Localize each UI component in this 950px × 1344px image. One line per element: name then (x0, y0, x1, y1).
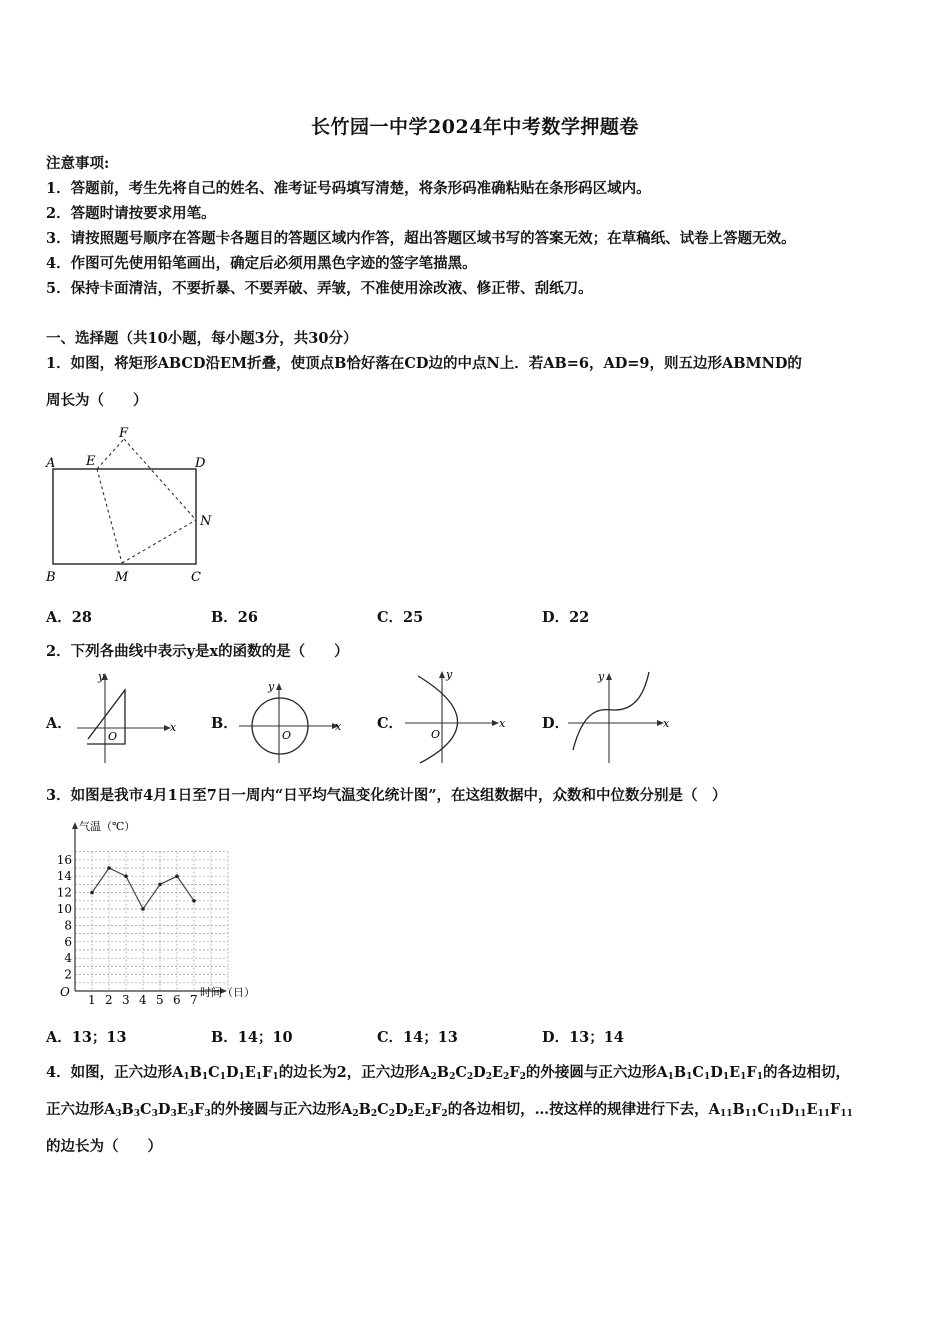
q1-text-line1: 1．如图，将矩形ABCD沿EM折叠，使顶点B恰好落在CD边的中点N上．若AB=6，AD=9，则五边形ABMND的 (46, 355, 802, 372)
q2-option-a-letter: A． (46, 715, 72, 732)
data-point (192, 899, 196, 903)
notice-item-5: 5．保持卡面清洁，不要折暴、不要弄破、弄皱，不准使用涂改液、修正带、刮纸刀。 (46, 280, 593, 297)
x-axis-label: 时间（日） (200, 986, 255, 999)
svg-text:O: O (282, 729, 292, 742)
q2-graph-d (565, 668, 675, 766)
origin-label: O (60, 985, 70, 999)
svg-text:x: x (335, 720, 342, 733)
notice-item-1: 1．答题前，考生先将自己的姓名、准考证号码填写清楚，将条形码准确粘贴在条形码区域内。 (46, 180, 651, 197)
label-c: C (191, 570, 201, 585)
q2-option-d-letter: D． (542, 715, 570, 732)
q3-option-c: C．14；13 (377, 1029, 458, 1046)
y-tick-label: 4 (64, 951, 72, 966)
svg-text:y: y (446, 668, 453, 681)
svg-text:y: y (268, 680, 275, 693)
q2-graph-b (237, 668, 347, 766)
q3-option-d: D．13；14 (542, 1029, 624, 1046)
y-axis-arrow (72, 822, 78, 829)
label-d: D (195, 456, 206, 471)
q1-option-b: B．26 (211, 609, 258, 626)
chart-grid (75, 852, 228, 991)
notice-item-2: 2．答题时请按要求用笔。 (46, 205, 216, 222)
q2-option-c-letter: C． (377, 715, 404, 732)
q4-text-line3: 的边长为（ ） (46, 1138, 162, 1155)
x-tick-label: 6 (173, 993, 181, 1005)
q3-option-a: A．13；13 (46, 1029, 127, 1046)
curve-c-parabola (418, 676, 458, 763)
q1-option-c: C．25 (377, 609, 424, 626)
rectangle-abcd (53, 469, 196, 564)
q3-option-b: B．14；10 (211, 1029, 293, 1046)
notice-item-3: 3．请按照题号顺序在答题卡各题目的答题区域内作答，超出答题区域书写的答案无效；在草稿纸、试卷上答题无效。 (46, 230, 796, 247)
fold-line-em (97, 469, 122, 563)
svg-text:O: O (108, 730, 118, 743)
label-b: B (46, 570, 56, 585)
page-title: 长竹园一中学2024年中考数学押题卷 (311, 116, 639, 138)
y-tick-label: 12 (56, 885, 72, 900)
q1-text-line2: 周长为（ ） (46, 392, 148, 409)
svg-text:y: y (598, 670, 605, 683)
fold-line-ef (97, 439, 124, 469)
label-a: A (46, 456, 56, 471)
x-tick-label: 2 (105, 993, 113, 1005)
temperature-line-chart (50, 815, 270, 1005)
y-tick-label: 2 (64, 967, 72, 982)
notice-heading: 注意事项: (46, 155, 110, 172)
q2-option-b-letter: B． (211, 715, 238, 732)
data-point (107, 866, 111, 870)
q4-text-line2: 正六边形$A_3B_3C_3D_3E_3F_3$的外接圆与正六边形$A_2B_2C_2D_2E_2F_2$的各边相切，…按这样的规律进行下去，$A_{11}B_{11}C_{11}D_{11}E_{11}F_{11}$ (46, 1101, 853, 1119)
y-tick-label: 14 (56, 869, 72, 884)
svg-text:x: x (663, 717, 670, 730)
section-heading: 一、选择题（共10小题，每小题3分，共30分） (46, 330, 358, 347)
q3-text: 3．如图是我市4月1日至7日一周内“日平均气温变化统计图”，在这组数据中，众数和中位数分别是（ ） (46, 787, 727, 804)
x-tick-label: 7 (190, 993, 198, 1005)
svg-text:y: y (98, 670, 105, 683)
label-n: N (200, 514, 212, 529)
x-tick-label: 5 (156, 993, 164, 1005)
q1-rectangle-figure (40, 425, 230, 590)
svg-text:x: x (499, 717, 506, 730)
q4-text-line1: 4．如图，正六边形$A_1B_1C_1D_1E_1F_1$的边长为2，正六边形$A_2B_2C_2D_2E_2F_2$的外接圆与正六边形$A_1B_1C_1D_1E_1F_1$的各边相切， (46, 1064, 850, 1082)
label-e: E (86, 454, 96, 469)
q2-graph-c (400, 668, 510, 766)
svg-text:x: x (170, 721, 177, 734)
x-tick-label: 3 (122, 993, 130, 1005)
label-m: M (115, 570, 129, 585)
y-tick-label: 6 (64, 934, 72, 949)
fold-line-mn (122, 520, 196, 563)
x-tick-label: 4 (139, 993, 147, 1005)
y-axis-label: 气温（℃） (79, 820, 136, 833)
curve-d-cubic (573, 672, 649, 750)
svg-text:O: O (431, 728, 441, 741)
data-point (158, 883, 162, 887)
label-f: F (119, 426, 129, 441)
q1-option-a: A．28 (46, 609, 92, 626)
y-tick-label: 16 (56, 852, 72, 867)
x-tick-label: 1 (88, 993, 96, 1005)
y-tick-label: 10 (56, 902, 72, 916)
y-tick-label: 8 (64, 918, 72, 933)
fold-line-fn (124, 439, 196, 520)
q2-text: 2．下列各曲线中表示y是x的函数的是（ ） (46, 643, 349, 660)
data-point (175, 874, 179, 878)
q2-graph-a (72, 668, 182, 766)
data-point (141, 907, 145, 911)
notice-item-4: 4．作图可先使用铅笔画出，确定后必须用黑色字迹的签字笔描黑。 (46, 255, 477, 272)
q1-option-d: D．22 (542, 609, 590, 626)
data-point (124, 874, 128, 878)
data-point (90, 891, 94, 895)
curve-a (87, 690, 125, 744)
